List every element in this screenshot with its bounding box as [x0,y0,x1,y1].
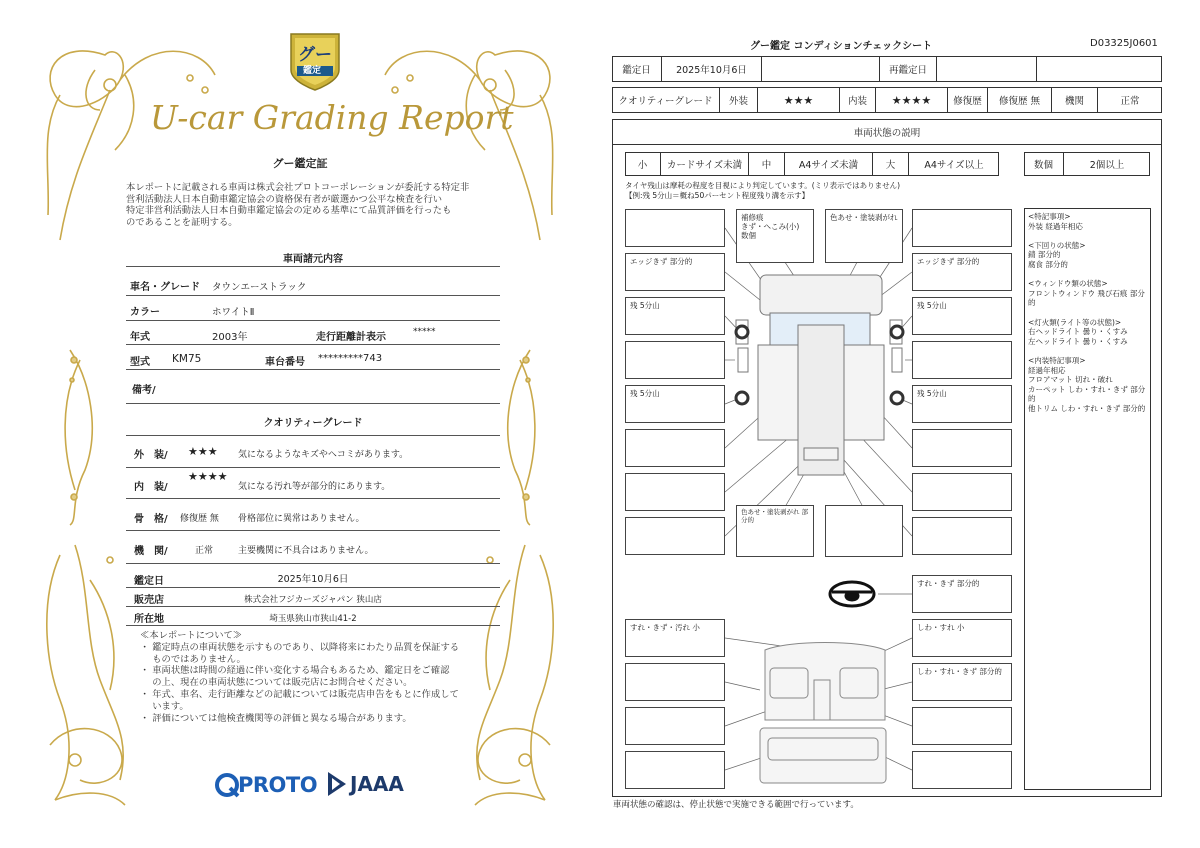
legend-large: 大 [873,152,909,176]
name-value: タウンエーストラック [212,282,307,293]
note-line: <内装特記事項> [1028,355,1086,365]
condition-box-top-3: 色あせ・塗装剥がれ [825,209,903,263]
repair-label: 修復歴 [948,87,988,113]
divider [126,467,500,468]
date-value: 2025年10月6日 [662,56,762,82]
ornament-bottom-left [47,545,125,805]
special-notes-panel [1024,208,1151,790]
condition-box-left-6 [625,473,725,511]
condition-box-steering: すれ・きず 部分的 [912,575,1012,613]
date-label: 鑑定日 [612,56,662,82]
quality-label: クオリティーグレード [612,87,720,113]
divider [126,498,500,499]
chassis-value: *********743 [318,353,383,364]
interior-stars: ★★★★ [876,87,948,113]
note-line: 他トリム しわ・すれ・きず 部分的 [1028,403,1146,413]
proto-text: PROTO [238,773,318,797]
note-line: フロントウィンドウ 飛び石痕 部分的 [1028,288,1145,308]
dealer-value: 株式会社フジカーズジャパン 狭山店 [244,595,382,605]
condition-title: 車両状態の説明 [612,119,1162,145]
note-line: 左ヘッドライト 曇り・くすみ [1028,336,1128,346]
intro-line: のであることを証明する。 [126,216,238,228]
legend-medium: 中 [749,152,785,176]
exterior-label: 外装 [720,87,758,113]
quality-section-title: クオリティーグレード [263,418,363,429]
reappraisal-label: 再鑑定日 [880,56,937,82]
condition-box-right-2: 残 5分山 [912,297,1012,335]
divider [126,369,500,370]
goo-appraisal-logo [287,30,343,92]
note-line [1028,231,1147,241]
note-line: 腐食 部分的 [1028,259,1068,269]
ornament-right-mid [508,350,535,525]
condition-box-top-2: 補修痕 きず・へこみ(小) 数個 [736,209,814,263]
intro-line: 特定非営利活動法人日本自動車鑑定協会の定める基準にて品質評価を行ったも [126,205,452,216]
note-line: 経過年相応 [1028,365,1066,375]
exterior-label: 外 装/ [134,450,168,461]
chassis-label: 車台番号 [265,357,305,368]
sheet-id: D03325J0601 [1090,38,1158,49]
note-line: の上、現在の車両状態については販売店にお問合せください。 [140,677,413,689]
proto-mark-icon [214,772,240,798]
remarks-label: 備考/ [132,385,156,396]
engine-label: 機関 [1052,87,1098,113]
engine-text: 主要機関に不具合はありません。 [238,546,374,556]
divider [126,266,500,267]
note-line: ・ 評価については他検査機関等の評価と異なる場合があります。 [140,712,412,724]
note-line: <下回りの状態> [1028,240,1086,250]
legend-count: 数個 [1024,152,1064,176]
truck-top-view [736,275,902,475]
engine-value: 正常 [1120,96,1140,107]
intro-text [126,182,506,228]
note-line: 錆 部分的 [1028,250,1061,260]
model-label: 型式 [130,357,150,368]
legend-small: 小 [625,152,661,176]
condition-box-left-2: 残 5分山 [625,297,725,335]
report-notes [140,630,500,724]
condition-box-left-4: 残 5分山 [625,385,725,423]
note-line: 右ヘッドライト 曇り・くすみ [1028,327,1128,337]
jaaa-text: JAAA [350,772,404,796]
condition-box-bottom-2 [825,505,903,557]
condition-box-top-4 [912,209,1012,247]
repair-value: 修復歴 無 [988,87,1052,113]
spec-section-title: 車両諸元内容 [283,254,343,265]
condition-box-left-5 [625,429,725,467]
engine-value: 正常 [195,546,214,556]
divider [126,295,500,296]
condition-box-top-1 [625,209,725,247]
condition-box-int-left-3 [625,707,725,745]
interior-stars: ★★★★ [188,470,228,483]
divider [126,403,500,404]
steering-wheel-icon [830,582,874,606]
legend-large-desc: A4サイズ以上 [924,160,984,171]
interior-top-view [760,643,886,784]
exterior-stars: ★★★ [188,445,218,458]
note-line: ・ 鑑定時点の車両状態を示すものであり、以降将来にわたり品質を保証する [140,641,460,653]
condition-box-right-4: 残 5分山 [912,385,1012,423]
note-line: ・ 車両状態は時間の経過に伴い変化する場合もあるため、鑑定日をご確認 [140,665,450,677]
frame-label: 骨 格/ [134,514,168,525]
intro-line: 営利活動法人日本自動車鑑定協会の資格保有者が厳選かつ公平な検査を行い [126,193,443,205]
legend-count-desc: 2個以上 [1089,160,1125,171]
color-value: ホワイトⅡ [212,307,255,318]
condition-check-sheet [600,0,1200,848]
note-line: <ウィンドウ類の状態> [1028,279,1108,289]
notes-title: ≪本レポートについて≫ [140,630,243,641]
engine-label: 機 関/ [134,546,168,557]
note-line: <灯火類(ライト等の状態)> [1028,317,1122,327]
note-line: ものではありません。 [140,653,246,665]
year-value: 2003年 [212,332,248,343]
mileage-value: ***** [413,327,436,337]
condition-box-right-6 [912,473,1012,511]
divider [126,587,500,588]
condition-box-int-right-1: しわ・すれ 小 [912,619,1012,657]
condition-box-int-left-1: すれ・きず・汚れ 小 [625,619,725,657]
note-line: 外装 経過年相応 [1028,221,1083,231]
tire-note-2: 【例:残 5分山＝概ね50パーセント程度残り溝を示す】 [625,191,810,200]
divider [126,606,500,607]
condition-box-left-3 [625,341,725,379]
name-label: 車名・グレード [130,282,200,293]
condition-box-right-5 [912,429,1012,467]
divider [126,530,500,531]
address-value: 埼玉県狭山市狭山41-2 [269,614,357,624]
note-line: フロアマット 切れ・破れ [1028,375,1113,385]
note-line: カーペット しわ・すれ・きず 部分的 [1028,384,1146,404]
note-line [1028,308,1147,318]
report-script-title: U-car Grading Report [150,98,514,137]
exterior-text: 気になるようなキズやヘコミがあります。 [238,450,409,460]
dealer-label: 販売店 [134,595,164,606]
color-label: カラー [130,307,160,318]
divider [126,563,500,564]
condition-box-left-7 [625,517,725,555]
sheet-footer-note: 車両状態の確認は、停止状態で実施できる範囲で行っています。 [613,800,859,810]
divider [126,625,500,626]
divider [126,435,500,436]
year-label: 年式 [130,332,150,343]
logo-line2: 鑑定 [303,66,322,76]
appraisal-date-value: 2025年10月6日 [277,574,349,585]
jaaa-mark-icon [326,770,348,798]
interior-label: 内装 [840,87,876,113]
condition-box-int-left-4 [625,751,725,789]
tire-note-1: タイヤ残山は摩耗の程度を目視により判定しています。(ミリ表示ではありません) [625,181,901,190]
certificate-title: グー鑑定証 [272,157,328,170]
interior-text: 気になる汚れ等が部分的にあります。 [238,482,391,492]
legend-medium-desc: A4サイズ未満 [785,152,873,176]
address-label: 所在地 [134,614,164,625]
note-line [1028,346,1147,356]
condition-box-int-right-2: しわ・すれ・きず 部分的 [912,663,1012,701]
note-line [1028,270,1147,280]
condition-box-right-3 [912,341,1012,379]
appraisal-date-label: 鑑定日 [134,576,164,587]
logo-line1: グー [298,45,332,65]
condition-box-bottom-1: 色あせ・塗装剥がれ 部分的 [736,505,814,557]
note-line: <特記事項> [1028,212,1071,221]
intro-line: 本レポートに記載される車両は株式会社プロトコーポレーションが委託する特定非 [126,182,470,193]
sheet-title: グー鑑定 コンディションチェックシート [750,41,933,52]
divider [126,344,500,345]
divider [126,320,500,321]
ornament-left-mid [65,350,92,525]
condition-box-right-1: エッジきず 部分的 [912,253,1012,291]
frame-value: 修復歴 無 [180,514,219,524]
mileage-label: 走行距離計表示 [316,332,386,343]
condition-box-int-left-2 [625,663,725,701]
model-value: KM75 [172,353,202,365]
condition-box-right-7 [912,517,1012,555]
condition-box-left-1: エッジきず 部分的 [625,253,725,291]
interior-label: 内 装/ [134,482,168,493]
exterior-stars: ★★★ [758,87,840,113]
legend-small-desc: カードサイズ未満 [661,152,749,176]
note-line: ・ 年式、車名、走行距離などの記載については販売店申告をもとに作成して [140,688,459,700]
condition-box-int-right-3 [912,707,1012,745]
frame-text: 骨格部位に異常はありません。 [238,514,365,524]
note-line: います。 [140,700,189,712]
condition-box-int-right-4 [912,751,1012,789]
